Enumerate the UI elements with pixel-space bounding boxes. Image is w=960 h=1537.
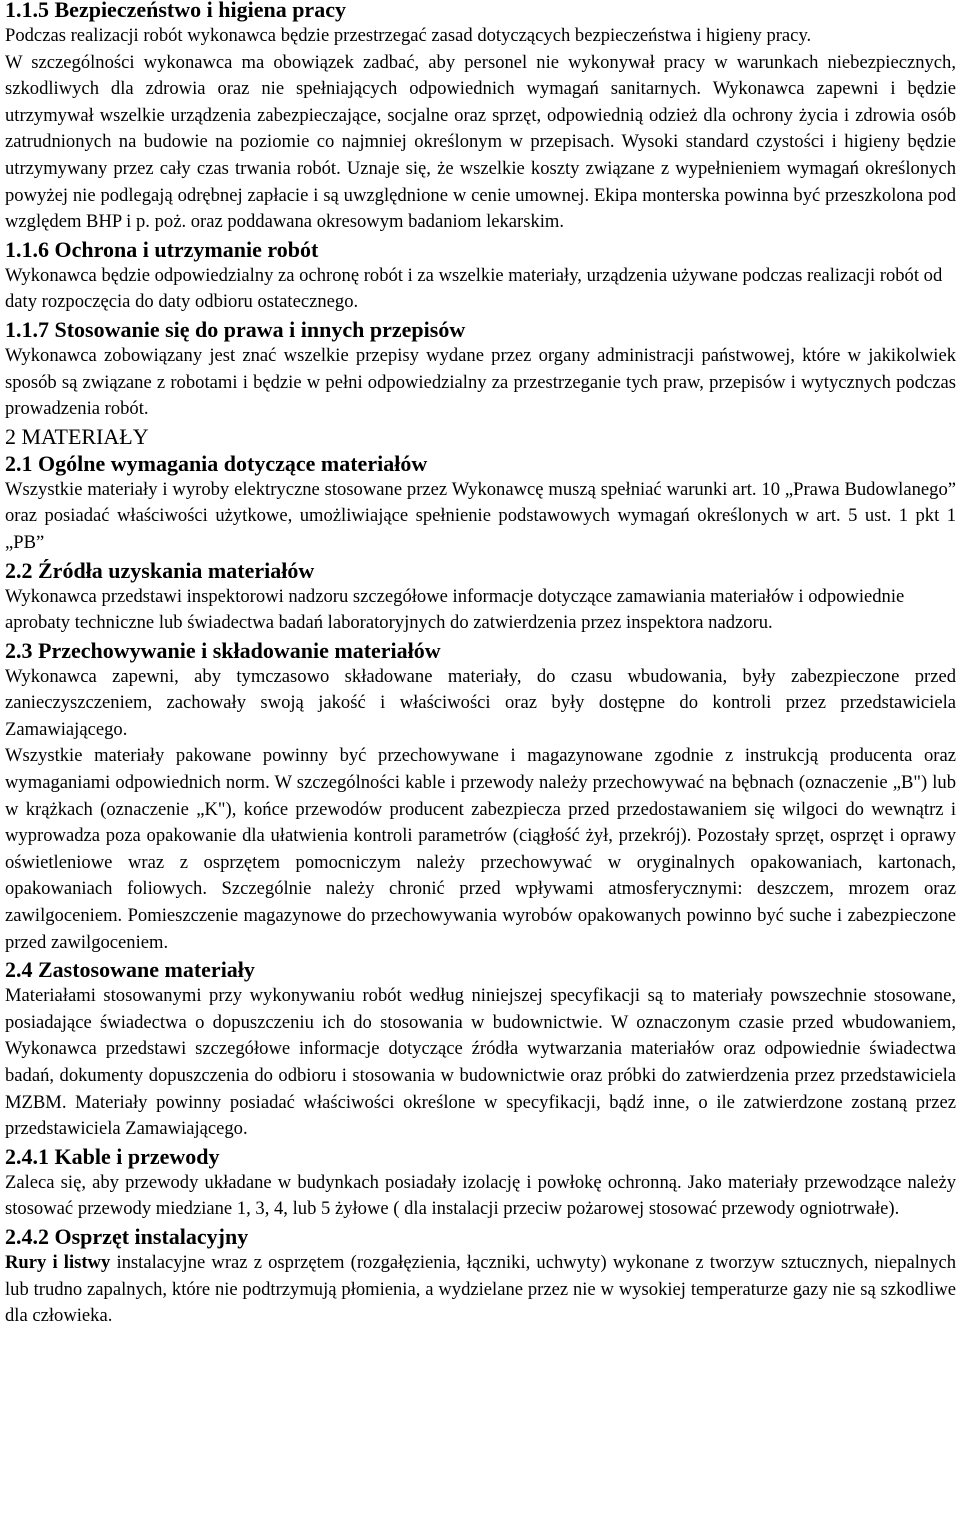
- heading-1-1-6: 1.1.6 Ochrona i utrzymanie robót: [5, 236, 319, 262]
- heading-2-materialy: 2 MATERIAŁY: [5, 423, 149, 449]
- heading-2-4-1: 2.4.1 Kable i przewody: [5, 1143, 220, 1169]
- paragraph-zastosowane: Materiałami stosowanymi przy wykonywaniu robót według niniejszej specyfikacji są to materiały powszechnie stosowane, posiadające świadectwa o dopuszczeniu ich do stosowania w budownictwie. W oznaczonym czasie przed wbudowaniem, Wykonawca przedstawi szczegółowe informacje dotyczące źródła wytwarzania materiałów oraz odpowiednie świadectwa badań, dokumenty dopuszczenia do odbioru i stosowania w budownictwie oraz próbki do zatwierdzenia przez przedstawiciela MZBM. Materiały powinny posiadać właściwości określone w specyfikacji, bądź inne, o ile zatwierdzone zostaną przez przedstawiciela Zamawiającego.: [5, 985, 956, 1140]
- paragraph-osprzet-text: instalacyjne wraz z osprzętem (rozgałęzienia, łączniki, uchwyty) wykonane z tworzyw sztucznych, niepalnych lub trudno zapalnych, które nie podtrzymują płomienia, a wydzielane przez nie w wysokiej temperaturze gazy nie są szkodliwe dla człowieka.: [5, 1251, 957, 1327]
- paragraph-wymagania: Wszystkie materiały i wyroby elektryczne stosowane przez Wykonawcę muszą spełniać warunki art. 10 „Prawa Budowlanego” oraz posiadać właściwości użytkowe, umożliwiające spełnienie podstawowych wymagań określonych w art. 5 ust. 1 pkt 1 „PB”: [5, 478, 956, 553]
- paragraph-ochrona: Wykonawca będzie odpowiedzialny za ochronę robót i za wszelkie materiały, urządzenia używane podczas realizacji robót od daty rozpoczęcia do daty odbioru ostatecznego.: [5, 264, 943, 313]
- paragraph-przepisy: Wykonawca zobowiązany jest znać wszelkie przepisy wydane przez organy administracji państwowej, które w jakikolwiek sposób są związane z robotami i będzie w pełni odpowiedzialny za przestrzeganie tych praw, przepisów i wytycznych podczas prowadzenia robót.: [5, 344, 956, 420]
- heading-1-1-5: 1.1.5 Bezpieczeństwo i higiena pracy: [5, 0, 346, 22]
- paragraph-przechowywanie-2: Wszystkie materiały pakowane powinny być przechowywane i magazynowane zgodnie z instrukcją producenta oraz wymaganiami odpowiednich norm. W szczególności kable i przewody należy przechowywać na bębnach (oznaczenie „B") lub w krążkach (oznaczenie „K"), końce przewodów producent zabezpiecza przed przedostawaniem się wilgoci do wewnątrz i wyprowadza poza opakowanie dla ułatwienia kontroli parametrów (ciągłość żył, przekrój). Pozostały sprzęt, osprzęt i oprawy oświetleniowe wraz z osprzętem pomocniczym należy przechowywać w oryginalnych opakowaniach, kartonach, opakowaniach foliowych. Szczególnie należy chronić przed wpływami atmosferycznymi: deszczem, mrozem oraz zawilgoceniem. Pomieszczenie magazynowe do przechowywania wyrobów opakowanych powinno być suche i zabezpieczone przed zawilgoceniem.: [5, 745, 956, 953]
- heading-2-2: 2.2 Źródła uzyskania materiałów: [5, 557, 315, 583]
- heading-2-1: 2.1 Ogólne wymagania dotyczące materiałów: [5, 450, 428, 476]
- heading-1-1-7: 1.1.7 Stosowanie się do prawa i innych przepisów: [5, 316, 466, 342]
- bold-lead-text: Rury i listwy: [5, 1251, 111, 1273]
- paragraph-zrodla: Wykonawca przedstawi inspektorowi nadzoru szczegółowe informacje dotyczące zamawiania materiałów i odpowiednie aprobaty techniczne lub świadectwa badań laboratoryjnych do zatwierdzenia przez inspektora nadzoru.: [5, 585, 905, 634]
- paragraph-bhp-intro: Podczas realizacji robót wykonawca będzie przestrzegać zasad dotyczących bezpieczeństwa i higieny pracy.: [5, 25, 812, 46]
- heading-2-4-2: 2.4.2 Osprzęt instalacyjny: [5, 1223, 249, 1249]
- heading-2-3: 2.3 Przechowywanie i składowanie materiałów: [5, 637, 441, 663]
- paragraph-osprzet: [5, 1250, 956, 1330]
- paragraph-bhp-details: W szczególności wykonawca ma obowiązek zadbać, aby personel nie wykonywał pracy w warunkach niebezpiecznych, szkodliwych dla zdrowia oraz nie spełniających odpowiednich wymagań sanitarnych. Wykonawca zapewni i będzie utrzymywał wszelkie urządzenia zabezpieczające, socjalne oraz sprzęt, odpowiednią odzież dla ochrony życia i zdrowia osób zatrudnionych na budowie na poziomie co najmniej określonym w przepisach. Wysoki standard czystości i higieny będzie utrzymywany przez cały czas trwania robót. Uznaje się, że wszelkie koszty związane z wypełnieniem wymagań określonych powyżej nie podlegają odrębnej zapłacie i są uwzględnione w cenie umownej. Ekipa monterska powinna być przeszkolona pod względem BHP i p. poż. oraz poddawana okresowym badaniom lekarskim.: [5, 51, 956, 233]
- heading-2-4: 2.4 Zastosowane materiały: [5, 957, 255, 983]
- paragraph-kable: Zaleca się, aby przewody układane w budynkach posiadały izolację i powłokę ochronną. Jako materiały przewodzące należy stosować przewody miedziane 1, 3, 4, lub 5 żyłowe ( dla instalacji przeciw pożarowej stosować przewody ogniotrwałe).: [5, 1171, 956, 1220]
- paragraph-przechowywanie-1: Wykonawca zapewni, aby tymczasowo składowane materiały, do czasu wbudowania, były zabezpieczone przed zanieczyszczeniem, zachowały swoją jakość i właściwości oraz były dostępne do kontroli przez przedstawiciela Zamawiającego.: [5, 665, 956, 740]
